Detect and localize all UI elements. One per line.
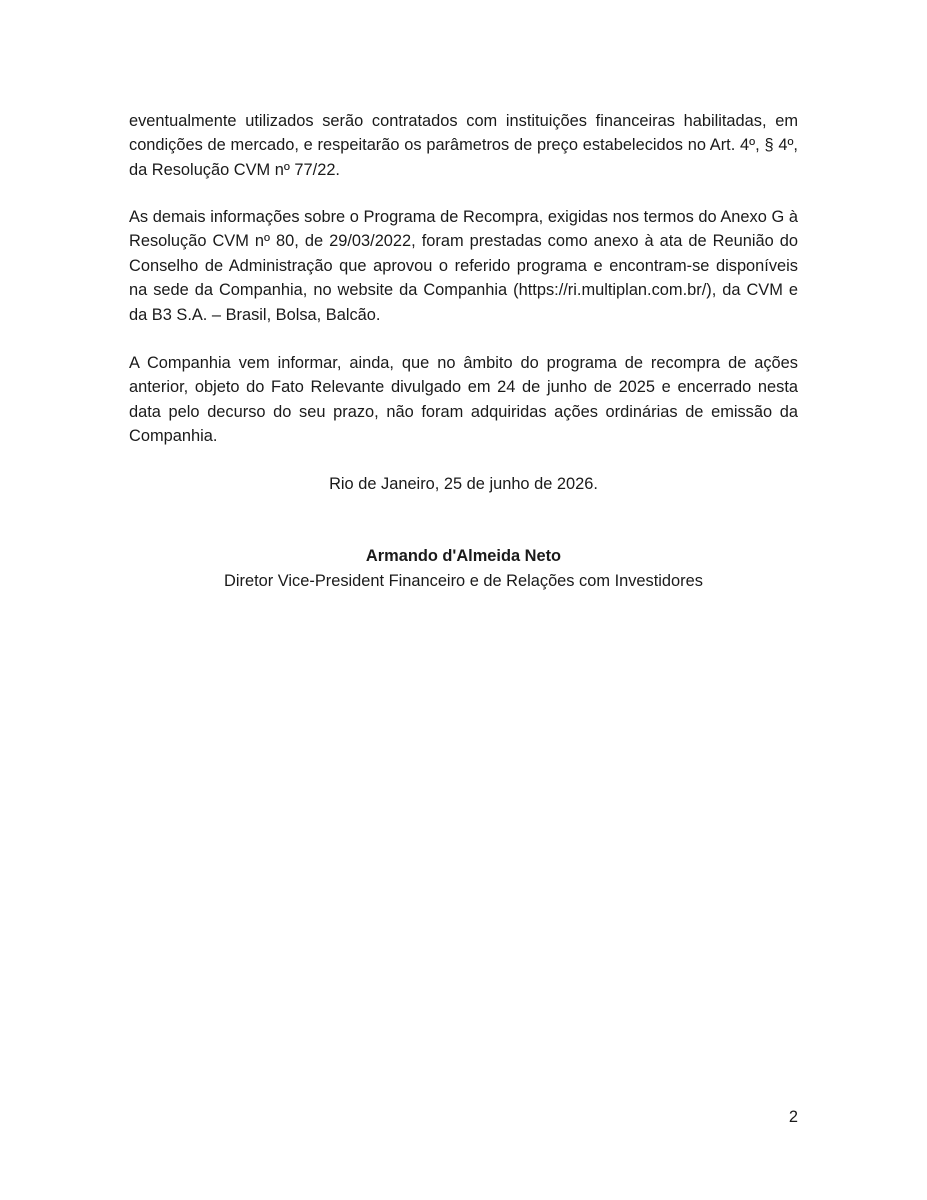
signer-name: Armando d'Almeida Neto [365, 547, 562, 565]
paragraph-previous-program: A Companhia vem informar, ainda, que no âmbito do programa de recompra de ações anterior, objeto do Fato Relevante divulgado em 24 de junho de 2025 e encerrado nesta data pelo decurso do seu prazo, não foram adquiridas ações ordinárias de emissão da Companhia. [129, 354, 798, 446]
paragraph-purchase-conditions: eventualmente utilizados serão contratados com instituições financeiras habilitadas, em condições de mercado, e respeitarão os parâmetros de preço estabelecidos no Art. 4º, § 4º, da Resolução CVM nº 77/22. [129, 112, 798, 179]
signer-title: Diretor Vice-President Financeiro e de Relações com Investidores [224, 572, 703, 590]
paragraph-program-information: As demais informações sobre o Programa de Recompra, exigidas nos termos do Anexo G à Resolução CVM nº 80, de 29/03/2022, foram prestadas como anexo à ata de Reunião do Conselho de Administração que aprovou o referido programa e encontram-se disponíveis na sede da Companhia, no website da Companhia (https://ri.multiplan.com.br/), da CVM e da B3 S.A. – Brasil, Bolsa, Balcão. [129, 208, 798, 324]
place-and-date: Rio de Janeiro, 25 de junho de 2026. [329, 475, 598, 493]
page-number: 2 [788, 1108, 798, 1126]
